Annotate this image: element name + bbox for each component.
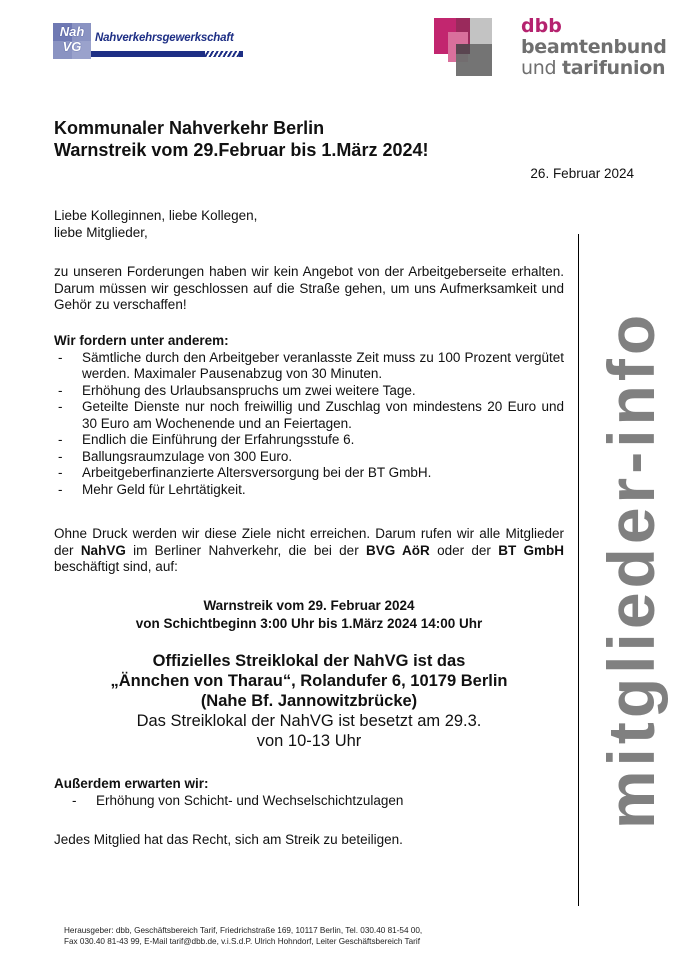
dbb-logo-line2: beamtenbund: [521, 36, 667, 58]
list-item: - Arbeitgeberfinanzierte Altersversorgung bei der BT GmbH.: [58, 465, 432, 480]
nahvg-logo-mark: [53, 23, 91, 59]
lokal-line1: Offizielles Streiklokal der NahVG ist das: [152, 652, 466, 670]
lokal-line5: von 10-13 Uhr: [256, 732, 362, 750]
dbb-logo-line1: dbb: [521, 15, 562, 37]
greeting-line2: liebe Mitglieder,: [54, 224, 148, 240]
nahvg-bold: NahVG: [80, 542, 126, 558]
list-item: - Geteilte Dienste nur noch freiwillig und Zuschlag von mindestens 20 Euro und 30 Euro am Wochenende und an Feiertagen.: [58, 399, 564, 431]
strike-line2: von Schichtbeginn 3:00 Uhr bis 1.März 2024 14:00 Uhr: [135, 616, 483, 631]
document-date: 26. Februar 2024: [530, 166, 634, 181]
footer-imprint: [64, 926, 422, 947]
intro-paragraph: zu unseren Forderungen haben wir kein Angebot von der Arbeitgeberseite erhalten. Darum müssen wir geschlossen auf die Straße gehen, um uns Aufmerksamkeit und Gehör zu verschaffen!: [54, 264, 564, 312]
title-line1: Kommunaler Nahverkehr Berlin: [54, 118, 325, 138]
page-title: [54, 117, 428, 161]
nahvg-wordmark: Nahverkehrsgewerkschaft: [95, 32, 234, 44]
lokal-line2: „Ännchen von Tharau“, Rolandufer 6, 10179 Berlin: [110, 672, 508, 690]
vertical-divider: [578, 234, 579, 906]
lokal-line3: (Nahe Bf. Jannowitzbrücke): [200, 692, 418, 710]
demands-list: [54, 350, 564, 499]
greeting-line1: Liebe Kolleginnen, liebe Kollegen,: [54, 208, 258, 223]
list-item: - Erhöhung des Urlaubsanspruchs um zwei weitere Tage.: [58, 382, 416, 398]
demands-section: [54, 333, 564, 498]
dbb-logo-mark: [434, 18, 492, 76]
also-list: [54, 793, 564, 810]
title-line2: Warnstreik vom 29.Februar bis 1.März 2024!: [54, 140, 429, 160]
side-label-text: mitglieder-info: [594, 310, 668, 830]
strike-announcement: [54, 597, 564, 633]
list-item: - Ballungsraumzulage von 300 Euro.: [58, 448, 293, 464]
dbb-logo-text: [521, 16, 667, 79]
list-item: - Endlich die Einführung der Erfahrungsstufe 6.: [58, 432, 355, 447]
lokal-line4: Das Streiklokal der NahVG ist besetzt am 29.3.: [136, 712, 482, 730]
strike-location: [54, 651, 564, 751]
strike-line1: Warnstreik vom 29. Februar 2024: [203, 598, 415, 613]
side-label: [581, 230, 677, 910]
footer-line2: Fax 030.40 81-43 99, E-Mail tarif@dbb.de, v.i.S.d.P. Ulrich Hohndorf, Leiter Geschäftsbereich Tarif: [64, 936, 421, 946]
nahvg-logo-line1: Nah: [59, 24, 85, 39]
dbb-logo-line3: und tarifunion: [521, 57, 666, 79]
closing-text: Jedes Mitglied hat das Recht, sich am Streik zu beteiligen.: [54, 832, 403, 847]
nahvg-logo-line2: VG: [62, 39, 82, 54]
also-heading: Außerdem erwarten wir:: [54, 776, 209, 791]
greeting: [54, 208, 564, 241]
bt-gmbh-bold: BT GmbH: [498, 542, 564, 558]
bvg-bold: BVG AöR: [365, 542, 430, 558]
call-paragraph: Ohne Druck werden wir diese Ziele nicht erreichen. Darum rufen wir alle Mitglieder der NahVG im Berliner Nahverkehr, die bei der BVG AöR oder der BT GmbH beschäftigt sind, auf:: [54, 526, 564, 574]
demands-heading: Wir fordern unter anderem:: [54, 333, 229, 348]
also-section: [54, 776, 564, 809]
list-item: - Mehr Geld für Lehrtätigkeit.: [58, 481, 246, 497]
list-item: - Sämtliche durch den Arbeitgeber veranlasste Zeit muss zu 100 Prozent vergütet werden. Maximaler Pausenabzug von 30 Minuten.: [58, 349, 564, 381]
footer-line1: Herausgeber: dbb, Geschäftsbereich Tarif, Friedrichstraße 169, 10117 Berlin, Tel. 030.40 81-54 00,: [64, 926, 423, 935]
list-item: - Erhöhung von Schicht- und Wechselschichtzulagen: [72, 792, 404, 808]
nahvg-logo: [53, 23, 243, 59]
